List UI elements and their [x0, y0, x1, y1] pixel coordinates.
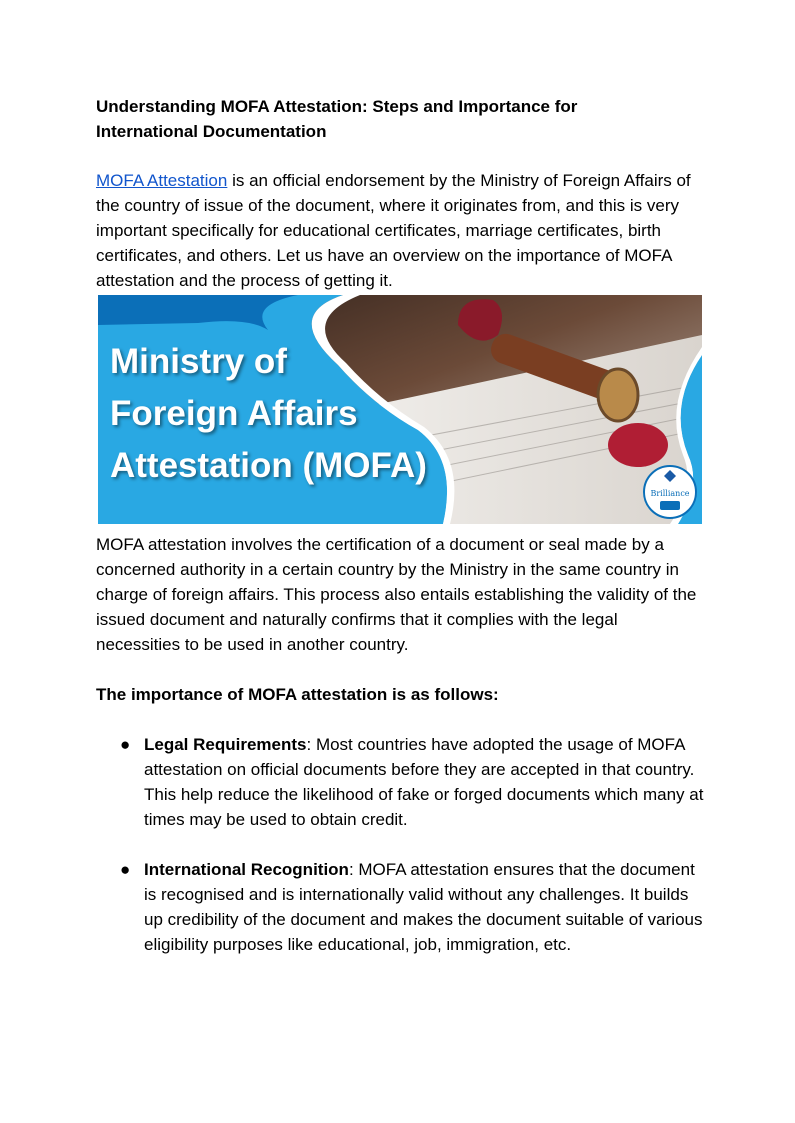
banner-line-1: Ministry of — [110, 342, 287, 381]
paragraph-2: MOFA attestation involves the certification of a document or seal made by a concerned authority in a certain country by the Ministry in the same country in charge of foreign affairs. This process also entails establishing the validity of the issued document and naturally confirms that it complies with the legal necessities to be used in another country. — [96, 535, 697, 654]
mofa-banner-image — [98, 295, 702, 524]
bullet-text: : MOFA attestation ensures that the document is recognised and is internationally valid without any challenges. It builds up credibility of the document and makes the document suitable of various eligibility purposes like educational, job, immigration, etc. — [144, 860, 703, 954]
importance-list — [96, 732, 706, 957]
mofa-attestation-link[interactable]: MOFA Attestation — [96, 171, 228, 190]
intro-text: is an official endorsement by the Ministry of Foreign Affairs of the country of issue of the document, where it originates from, and this is very important specifically for educational certificates, marriage certificates, birth certificates, and others. Let us have an overview on the importance of MOFA attestation and the process of getting it. — [96, 171, 691, 290]
spacer — [96, 657, 706, 682]
banner-line-3: Attestation (MOFA) — [110, 446, 427, 485]
logo-text: Brilliance — [650, 489, 690, 498]
title-line-2: International Documentation — [96, 122, 327, 141]
bullet-icon: ● — [120, 735, 131, 754]
document-title — [96, 94, 706, 144]
title-line-1: Understanding MOFA Attestation: Steps and Importance for — [96, 97, 578, 116]
intro-paragraph — [96, 168, 706, 293]
list-item — [96, 732, 706, 832]
banner-line-2: Foreign Affairs — [110, 394, 358, 433]
importance-heading: The importance of MOFA attestation is as follows: — [96, 685, 499, 704]
bullet-term: Legal Requirements — [144, 735, 307, 754]
bullet-icon: ● — [120, 860, 131, 879]
list-item — [96, 857, 706, 957]
document-page — [96, 94, 706, 957]
banner-title — [110, 336, 427, 492]
bullet-text: : Most countries have adopted the usage of MOFA attestation on official documents before they are accepted in that country. This help reduce the likelihood of fake or forged documents which many at times may be used to obtain credit. — [144, 735, 704, 829]
brilliance-logo — [642, 464, 698, 520]
bullet-term: International Recognition — [144, 860, 349, 879]
spacer — [96, 707, 706, 732]
